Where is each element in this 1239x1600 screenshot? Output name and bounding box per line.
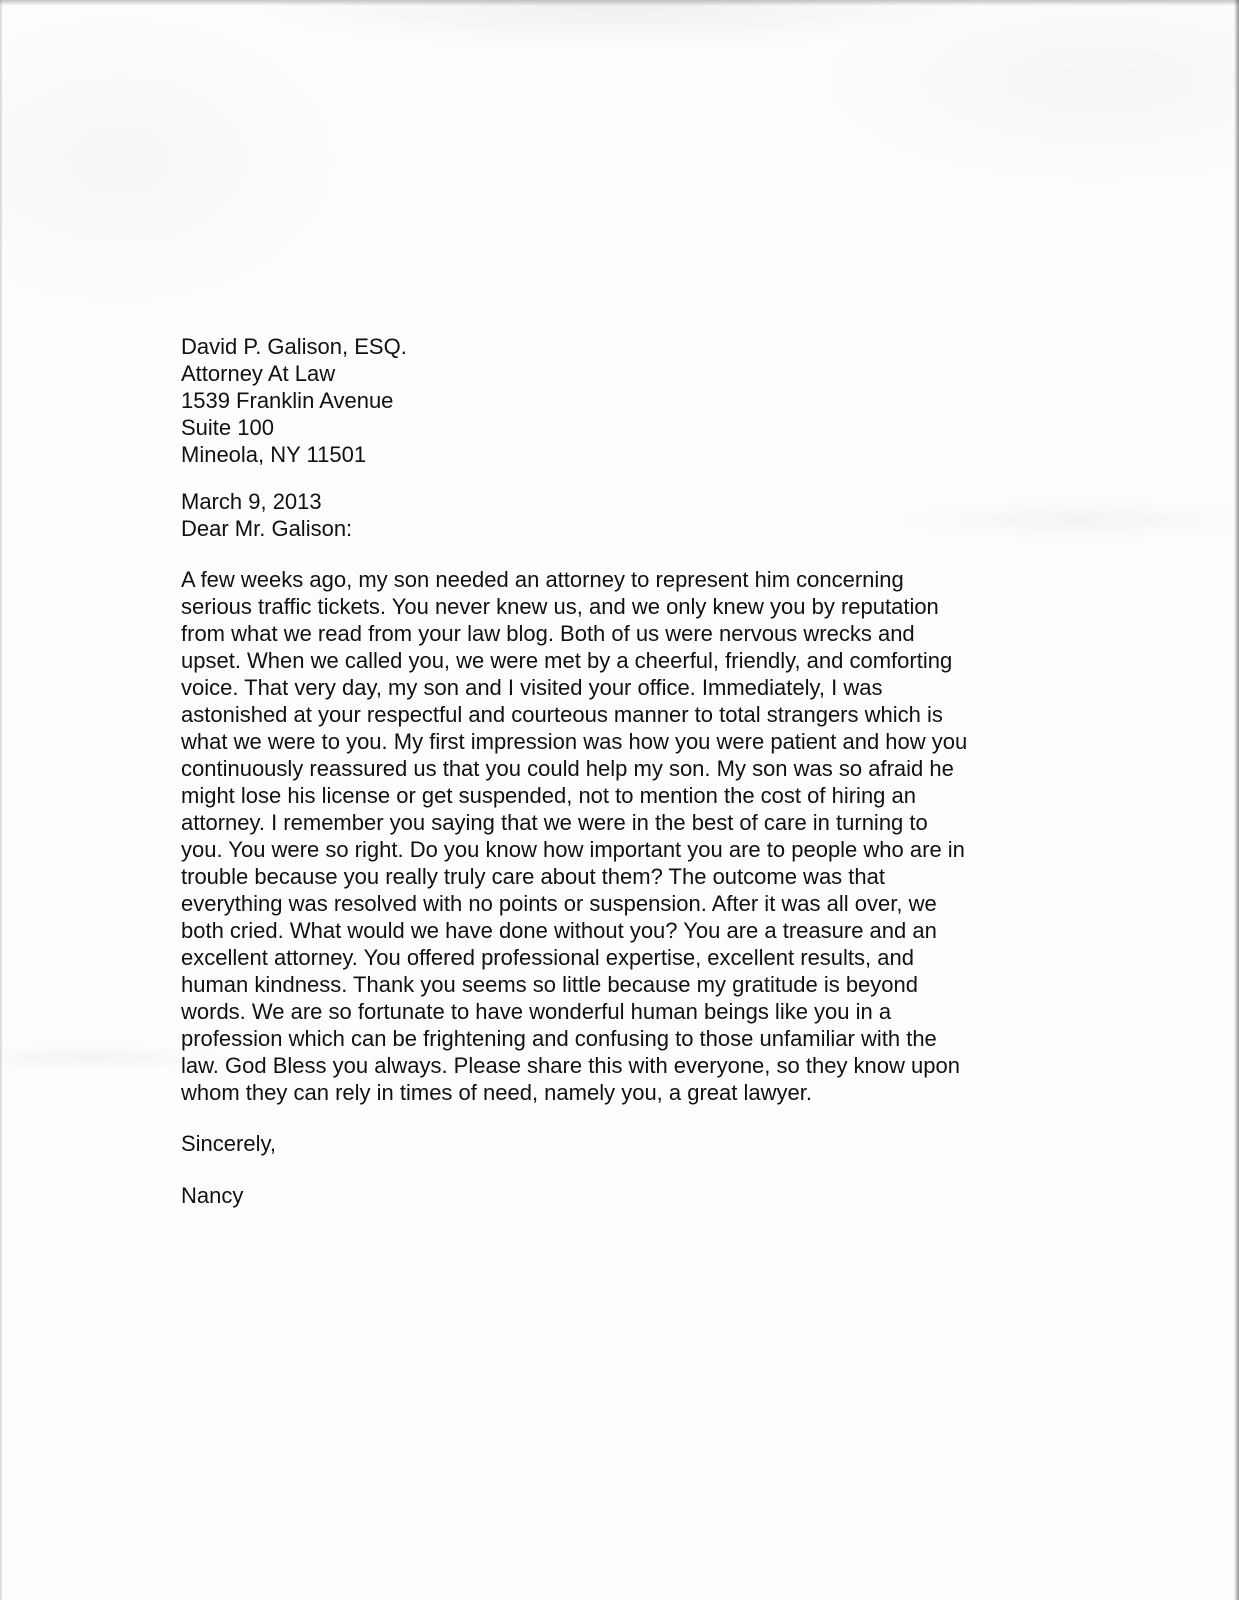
body-line: both cried. What would we have done without you? You are a treasure and an bbox=[181, 918, 937, 943]
spacer bbox=[181, 1106, 1061, 1130]
body-line: A few weeks ago, my son needed an attorney to represent him concerning bbox=[181, 567, 904, 592]
letter-content bbox=[181, 333, 1061, 1209]
body-line: law. God Bless you always. Please share this with everyone, so they know upon bbox=[181, 1053, 960, 1078]
salutation: Dear Mr. Galison: bbox=[181, 516, 353, 541]
closing: Sincerely, bbox=[181, 1131, 276, 1156]
scan-shadow-right bbox=[1234, 0, 1239, 1600]
scan-shadow-top bbox=[0, 0, 1239, 6]
spacer bbox=[181, 1157, 1061, 1182]
recipient-address-block bbox=[181, 333, 1061, 468]
body-line: trouble because you really truly care about them? The outcome was that bbox=[181, 864, 885, 889]
body-line: excellent attorney. You offered professional expertise, excellent results, and bbox=[181, 945, 914, 970]
body-line: what we were to you. My first impression was how you were patient and how you bbox=[181, 729, 968, 754]
body-line: upset. When we called you, we were met by a cheerful, friendly, and comforting bbox=[181, 648, 953, 673]
recipient-name: David P. Galison, ESQ. bbox=[181, 334, 407, 359]
body-line: human kindness. Thank you seems so little because my gratitude is beyond bbox=[181, 972, 918, 997]
recipient-suite: Suite 100 bbox=[181, 415, 274, 440]
body-line: attorney. I remember you saying that we were in the best of care in turning to bbox=[181, 810, 928, 835]
body-line: might lose his license or get suspended, not to mention the cost of hiring an bbox=[181, 783, 916, 808]
body-line: continuously reassured us that you could help my son. My son was so afraid he bbox=[181, 756, 954, 781]
recipient-street: 1539 Franklin Avenue bbox=[181, 388, 394, 413]
body-line: whom they can rely in times of need, namely you, a great lawyer. bbox=[181, 1080, 812, 1105]
body-line: voice. That very day, my son and I visited your office. Immediately, I was bbox=[181, 675, 883, 700]
spacer bbox=[181, 542, 1061, 566]
signature-name: Nancy bbox=[181, 1183, 244, 1208]
body-line: serious traffic tickets. You never knew us, and we only knew you by reputation bbox=[181, 594, 939, 619]
spacer bbox=[181, 468, 1061, 488]
body-line: you. You were so right. Do you know how important you are to people who are in bbox=[181, 837, 965, 862]
body-line: profession which can be frightening and confusing to those unfamiliar with the bbox=[181, 1026, 937, 1051]
letter-date: March 9, 2013 bbox=[181, 489, 322, 514]
scan-shadow-left bbox=[0, 0, 3, 1600]
body-line: everything was resolved with no points or suspension. After it was all over, we bbox=[181, 891, 937, 916]
body-line: words. We are so fortunate to have wonderful human beings like you in a bbox=[181, 999, 892, 1024]
letter-body bbox=[181, 566, 1061, 1106]
body-line: astonished at your respectful and courteous manner to total strangers which is bbox=[181, 702, 943, 727]
recipient-title: Attorney At Law bbox=[181, 361, 336, 386]
recipient-city-state-zip: Mineola, NY 11501 bbox=[181, 442, 367, 467]
date-salutation-block bbox=[181, 488, 1061, 542]
body-line: from what we read from your law blog. Both of us were nervous wrecks and bbox=[181, 621, 915, 646]
